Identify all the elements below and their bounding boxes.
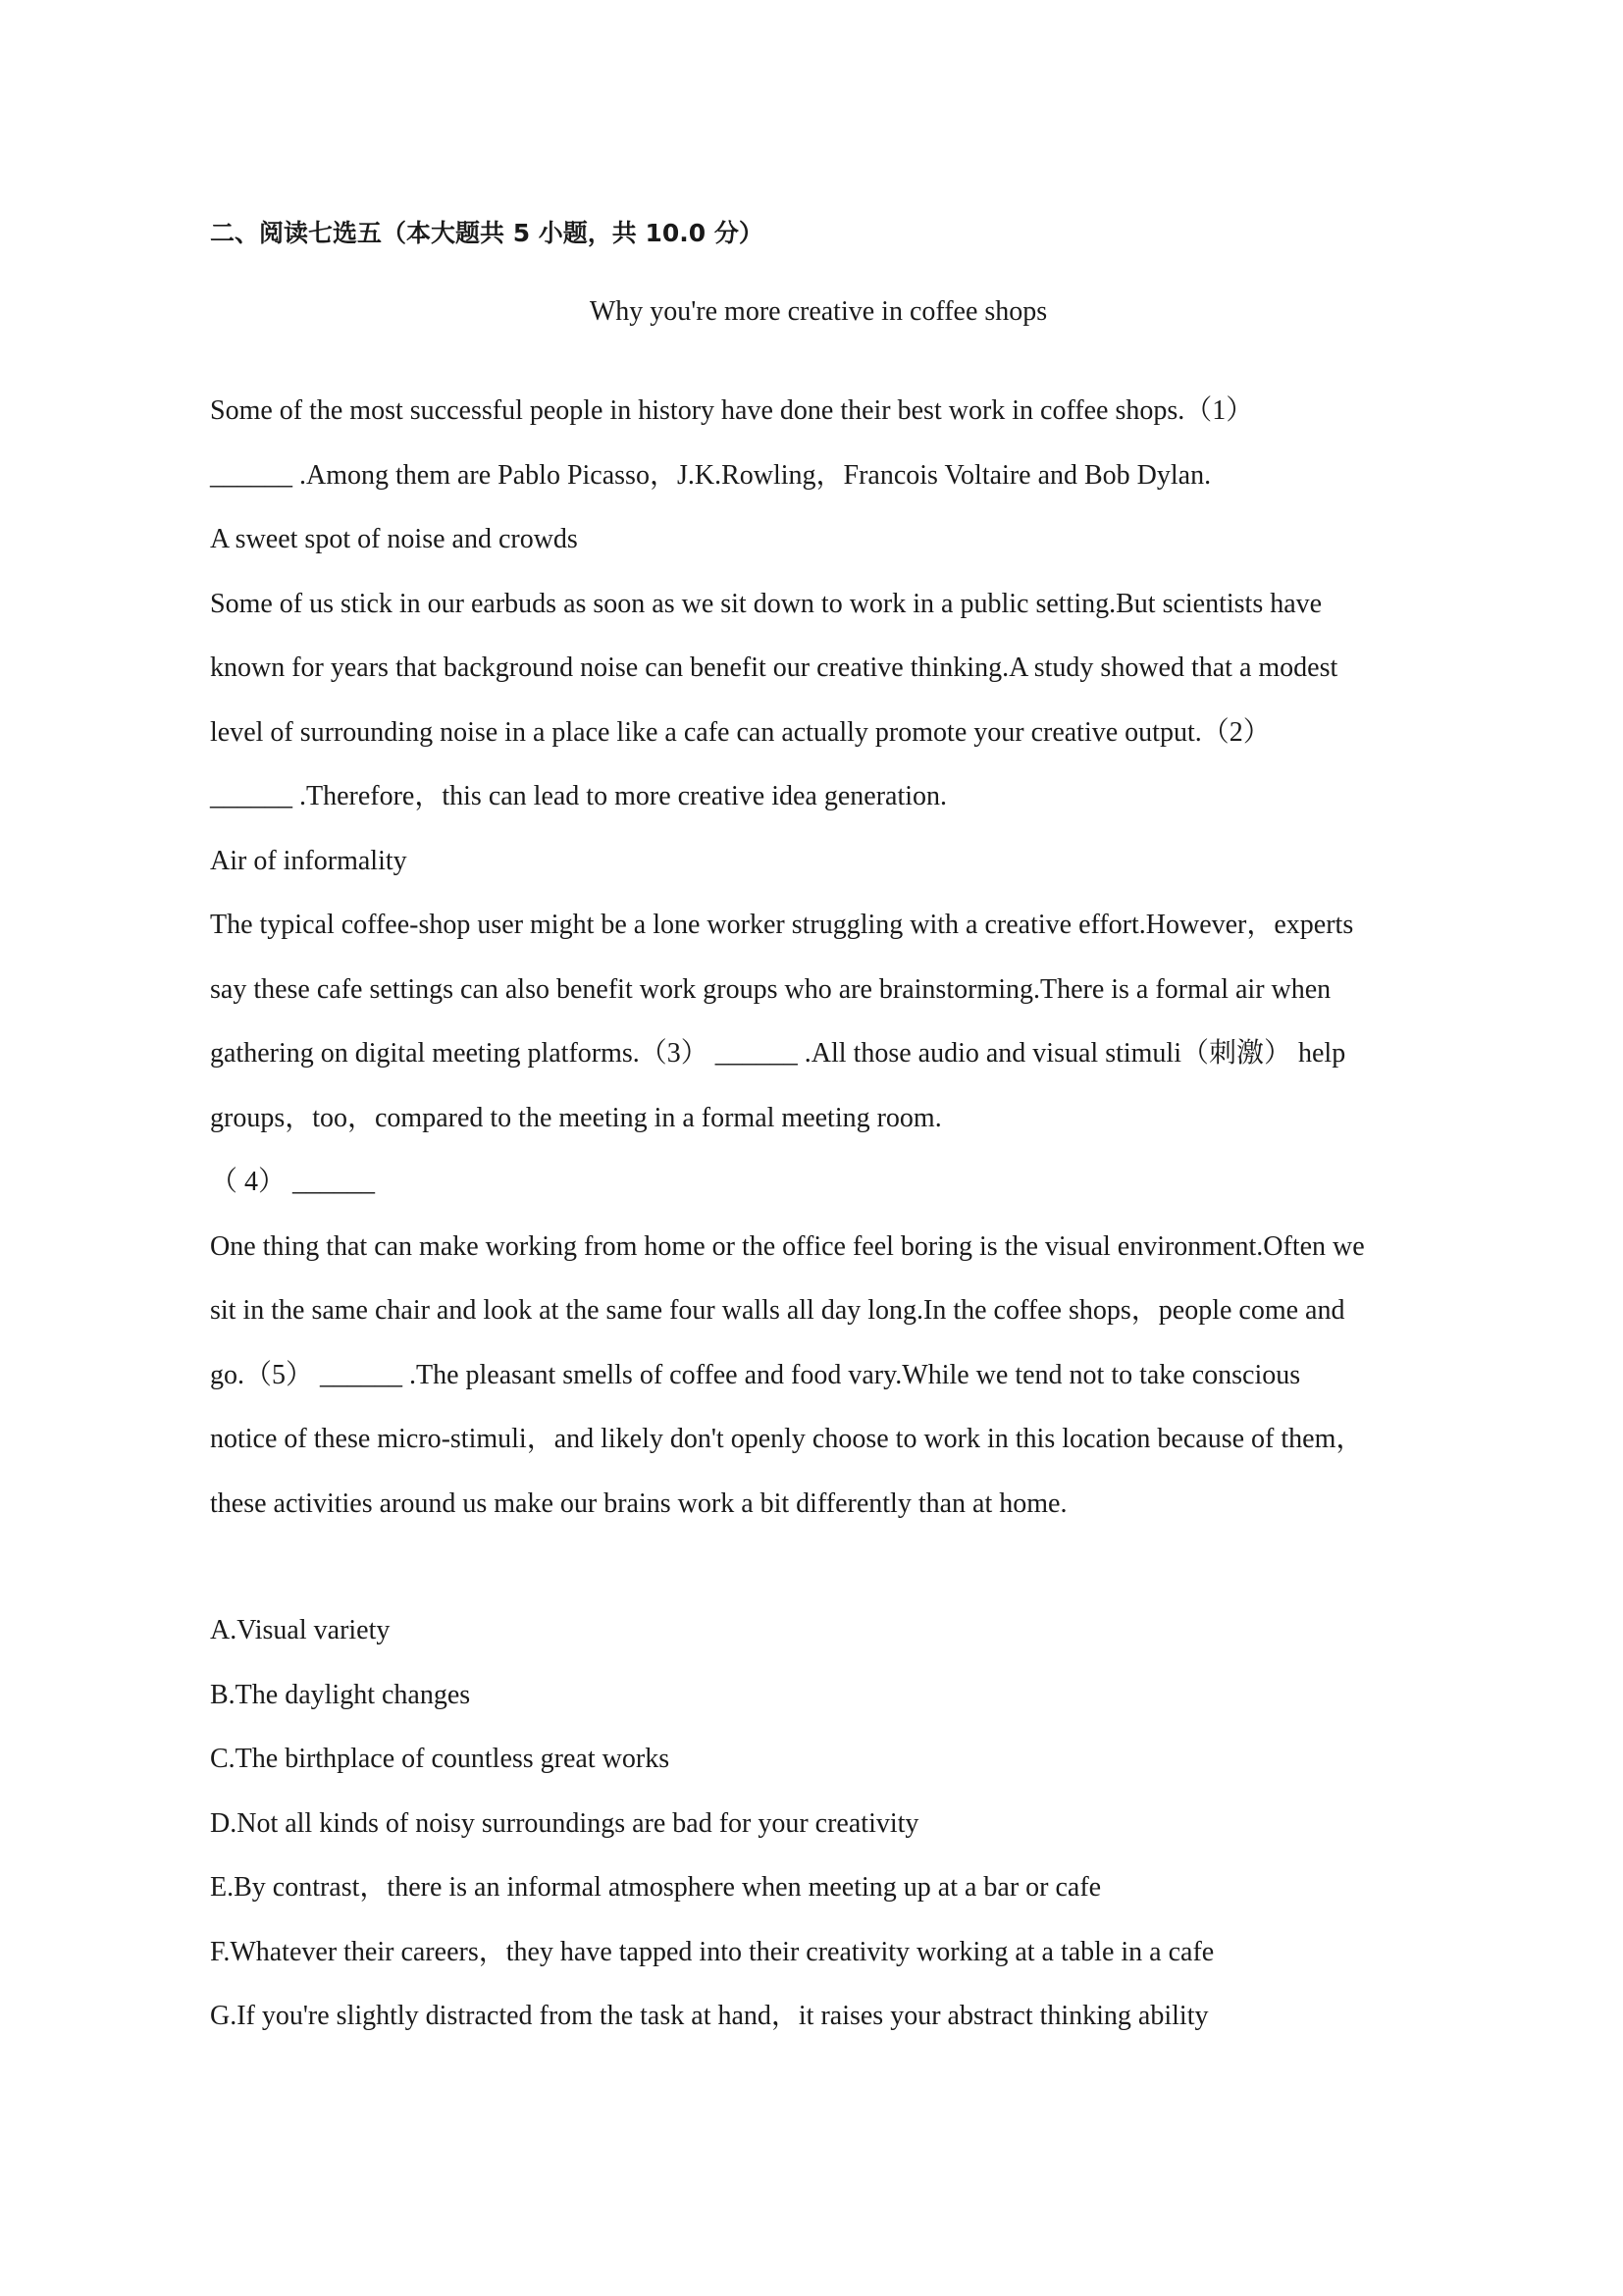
spacer (210, 1536, 1427, 1598)
article-line: known for years that background noise can benefit our creative thinking.A study showed that a modest (210, 652, 1338, 683)
article-line: The typical coffee-shop user might be a lone worker struggling with a creative effort.However，experts (210, 910, 1354, 940)
article-line: ______ .Therefore，this can lead to more creative idea generation. (210, 781, 948, 811)
option-f: F.Whatever their careers，they have tapped into their creativity working at a table in a cafe (210, 1936, 1215, 1967)
section-heading: 二、阅读七选五（本大题共 5 小题，共 10.0 分） (210, 219, 763, 247)
option-g: G.If you're slightly distracted from the task at hand，it raises your abstract thinking ability (210, 2001, 1209, 2031)
article-line: level of surrounding noise in a place like a cafe can actually promote your creative output.（2） (210, 716, 1271, 748)
article-line: notice of these micro-stimuli，and likely don't openly choose to work in this location because of them， (210, 1424, 1364, 1454)
option-a: A.Visual variety (210, 1615, 391, 1645)
article-line: go.（5） ______ .The pleasant smells of coffee and food vary.While we tend not to take conscious (210, 1359, 1301, 1390)
option-d: D.Not all kinds of noisy surroundings are bad for your creativity (210, 1807, 919, 1839)
option-b: B.The daylight changes (210, 1679, 471, 1710)
option-e: E.By contrast，there is an informal atmosphere when meeting up at a bar or cafe (210, 1872, 1102, 1903)
article-title: Why you're more creative in coffee shops (589, 296, 1048, 327)
article-line: ______ .Among them are Pablo Picasso，J.K.Rowling，Francois Voltaire and Bob Dylan. (210, 459, 1212, 491)
article-line: groups，too，compared to the meeting in a formal meeting room. (210, 1102, 942, 1133)
options-list (210, 1598, 1427, 2049)
article-line: Some of the most successful people in history have done their best work in coffee shops.（1） (210, 395, 1254, 426)
article-line: gathering on digital meeting platforms.（3） ______ .All those audio and visual stimuli（刺激） help (210, 1038, 1346, 1069)
article-line: these activities around us make our brains work a bit differently than at home. (210, 1487, 1068, 1519)
article-line: One thing that can make working from home or the office feel boring is the visual environment.Often we (210, 1230, 1365, 1262)
subheading-noise: A sweet spot of noise and crowds (210, 524, 578, 554)
option-c: C.The birthplace of countless great works (210, 1744, 670, 1774)
blank-heading-4: （ 4） ______ (210, 1167, 376, 1197)
article-line: say these cafe settings can also benefit work groups who are brainstorming.There is a formal air when (210, 973, 1332, 1005)
page-content (210, 214, 1427, 2049)
article-line: Some of us stick in our earbuds as soon as we sit down to work in a public setting.But scientists have (210, 588, 1323, 619)
article-line: sit in the same chair and look at the same four walls all day long.In the coffee shops，people come and (210, 1295, 1345, 1326)
article-body (210, 379, 1427, 1536)
subheading-informality: Air of informality (210, 845, 407, 876)
